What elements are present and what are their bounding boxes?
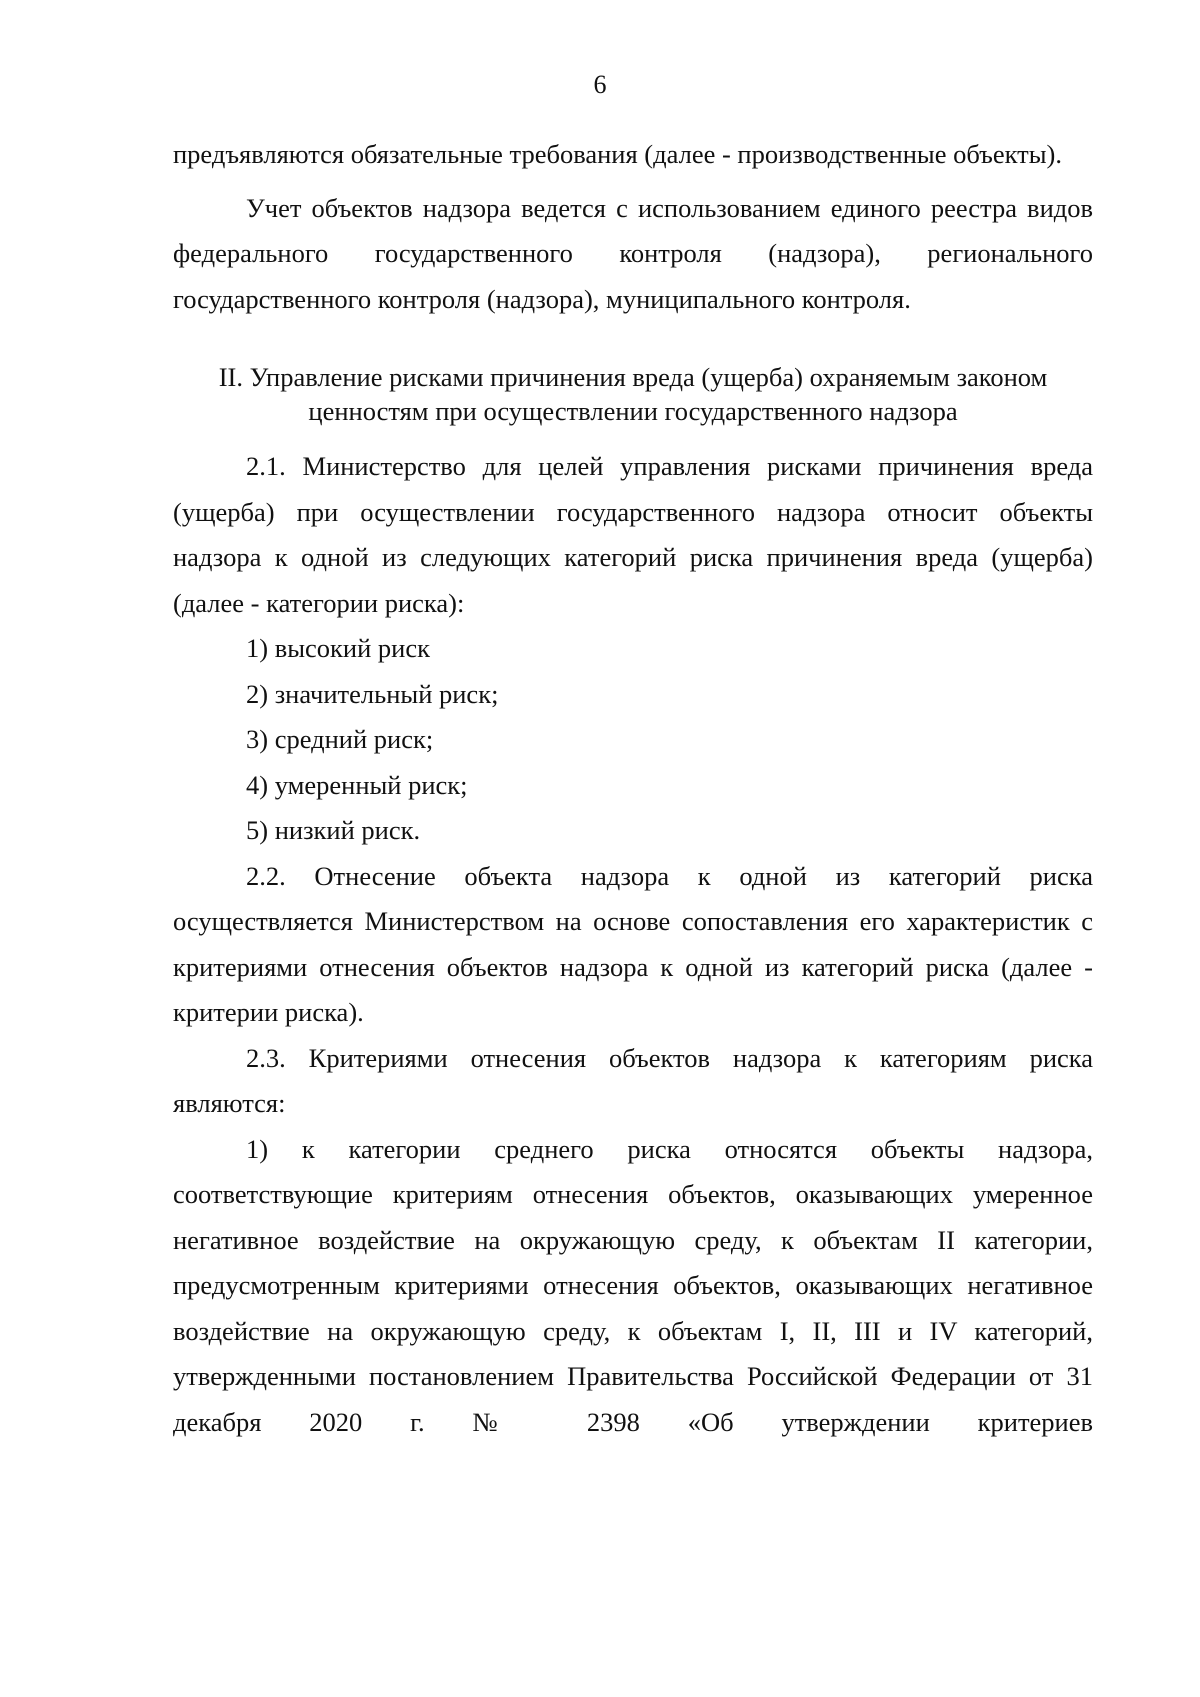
paragraph-continuation: предъявляются обязательные требования (далее - производственные объекты). [173,139,1062,169]
section-heading [173,360,1093,428]
section-heading-line-1: II. Управление рисками причинения вреда (ущерба) охраняемым законом [218,362,1048,392]
page-number: 6 [593,70,607,99]
risk-item-low: 5) низкий риск. [246,815,421,845]
risk-item-significant: 2) значительный риск; [246,678,499,709]
paragraph-registry: Учет объектов надзора ведется с использованием единого реестра видов федерального государственного контроля (надзора), регионального государственного контроля (надзора), муниципального контроля. [173,192,1093,314]
document-body [173,132,1093,1445]
paragraph-2-2: 2.2. Отнесение объекта надзора к одной из категорий риска осуществляется Министерством на основе сопоставления его характеристик с критериями отнесения объектов надзора к одной из категорий риска (далее - критерии риска). [173,860,1093,1027]
paragraph-2-1: 2.1. Министерство для целей управления рисками причинения вреда (ущерба) при осуществлении государственного надзора относит объекты надзора к одной из следующих категорий риска причинения вреда (ущерба) (далее - категории риска): [173,451,1093,618]
risk-item-high: 1) высокий риск [246,633,430,663]
section-heading-line-2: ценностям при осуществлении государственного надзора [308,396,958,426]
paragraph-2-3-item-1: 1) к категории среднего риска относятся объекты надзора, соответствующие критериям отнесения объектов, оказывающих умеренное негативное воздействие на окружающую среду, к объектам II категории, предусмотренным критериями отнесения объектов, оказывающих негативное воздействие на окружающую среду, к объектам I, II, III и IV категорий, утвержденными постановлением Правительства Российской Федерации от 31 декабря 2020 г. № 2398 «Об утверждении критериев [173,1133,1093,1437]
risk-item-medium: 3) средний риск; [246,724,434,754]
paragraph-2-3: 2.3. Критериями отнесения объектов надзора к категориям риска являются: [173,1042,1093,1118]
risk-item-moderate: 4) умеренный риск; [246,769,468,800]
